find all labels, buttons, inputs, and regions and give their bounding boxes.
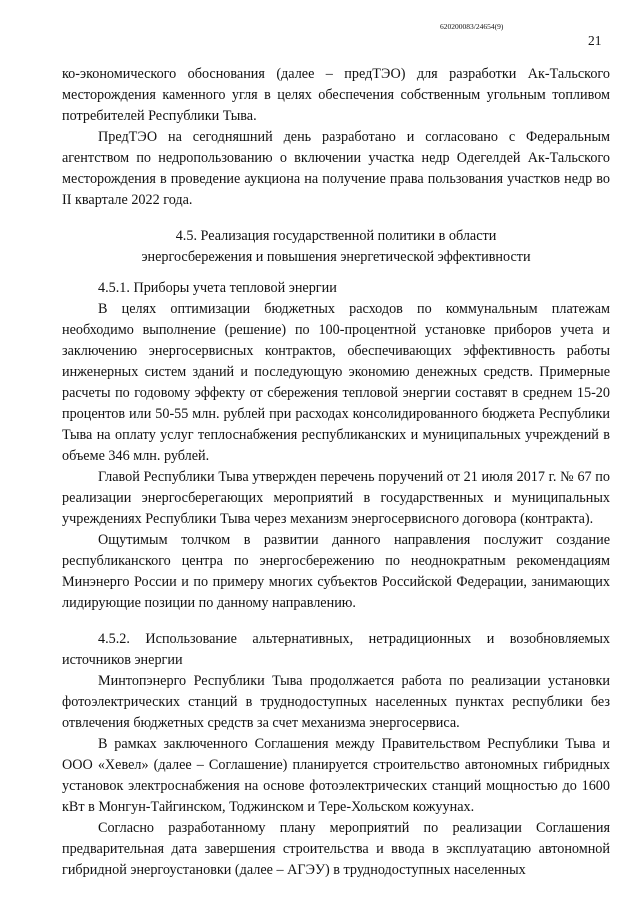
- subsection-title-alternative-energy: 4.5.2. Использование альтернативных, нетрадиционных и возобновляемых источников энергии: [62, 631, 610, 668]
- paragraph-instructions-list: Главой Республики Тыва утвержден перечень поручений от 21 июля 2017 г. № 67 по реализации энергосберегающих мероприятий в государственных и муниципальных учреждениях Республики Тыва через механизм энергосервисного договора (контракта).: [62, 469, 610, 527]
- paragraph-solar-stations: Минтопэнерго Республики Тыва продолжается работа по реализации установки фотоэлектрических станций в труднодоступных населенных пунктах республики без отвлечения бюджетных средств за счет механизма энергосервиса.: [62, 673, 610, 731]
- section-title-line2: энергосбережения и повышения энергетической эффективности: [141, 249, 531, 265]
- paragraph-energy-center: Ощутимым толчком в развитии данного направления послужит создание республиканского центра по энергосбережению по неоднократным рекомендациям Минэнерго России и по примеру многих субъектов Российской Федерации, занимающих лидирующие позиции по данному направлению.: [62, 532, 610, 611]
- paragraph-budget-optimization: В целях оптимизации бюджетных расходов по коммунальным платежам необходимо выполнение (решение) по 100-процентной установке приборов учета и заключению энергосервисных контрактов, обеспечивающих эффективность работы инженерных систем зданий и последующую экономию денежных средств. Примерные расчеты по годовому эффекту от сбережения тепловой энергии составят в среднем 15-20 процентов или 50-55 млн. рублей при расходах консолидированного бюджета Республики Тыва на оплату услуг теплоснабжения республиканских и муниципальных учреждений в объеме 346 млн. рублей.: [62, 301, 610, 464]
- paragraph-pretea: ПредТЭО на сегодняшний день разработано и согласовано с Федеральным агентством по недропользованию о включении участка недр Одегелдей Ак-Тальского месторождения в проведение аукциона на получение права пользования участков недр во II квартале 2022 года.: [62, 129, 610, 208]
- subsection-title-heat-meters: 4.5.1. Приборы учета тепловой энергии: [98, 280, 337, 296]
- page-body: [62, 64, 610, 881]
- section-title-line1: 4.5. Реализация государственной политики в области: [175, 228, 497, 244]
- page-number: 21: [588, 33, 602, 48]
- paragraph-continuation: ко-экономического обоснования (далее – предТЭО) для разработки Ак-Тальского месторождения каменного угля в целях обеспечения собственным угольным топливом потребителей Республики Тыва.: [62, 66, 610, 124]
- paragraph-hevel-agreement: В рамках заключенного Соглашения между Правительством Республики Тыва и ООО «Хевел» (далее – Соглашение) планируется строительство автономных гибридных установок электроснабжения на основе фотоэлектрических станций мощностью до 1600 кВт в Монгун-Тайгинском, Тоджинском и Тере-Хольском кожуунах.: [62, 736, 610, 815]
- paragraph-agreement-plan: Согласно разработанному плану мероприятий по реализации Соглашения предварительная дата завершения строительства и ввода в эксплуатацию автономной гибридной энергоустановки (далее – АГЭУ) в труднодоступных населенных: [62, 820, 610, 878]
- document-id: 620200083/24654(9): [440, 22, 504, 31]
